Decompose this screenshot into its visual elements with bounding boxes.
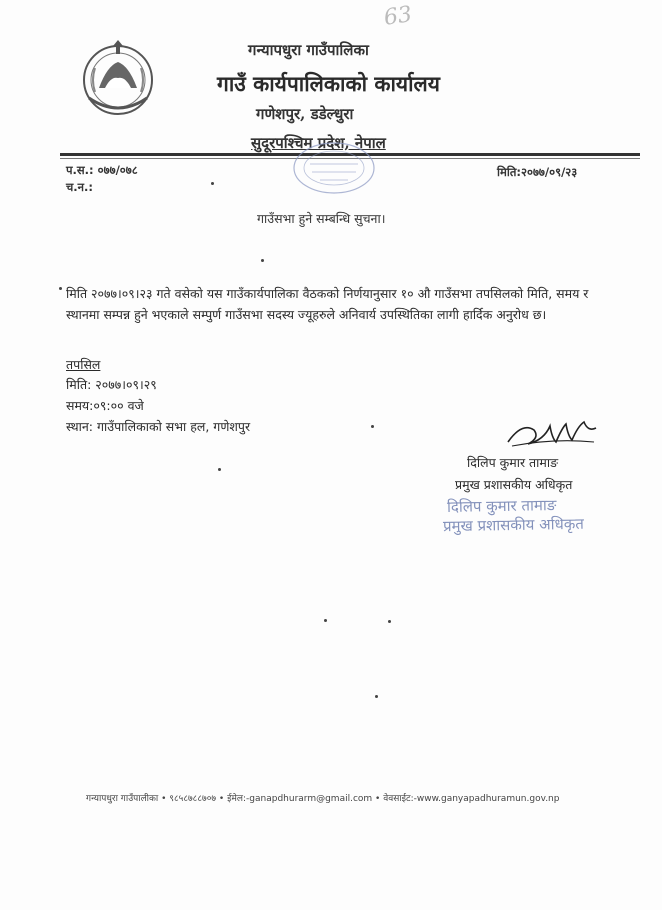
scan-speck [388,620,391,623]
meeting-venue: स्थान: गाउँपालिकाको सभा हल, गणेशपुर [66,419,251,434]
signatory-name: दिलिप कुमार तामाङ [467,455,559,470]
office-name: गाउँ कार्यपालिकाको कार्यालय [217,71,440,96]
signatory-title: प्रमुख प्रशासकीय अधिकृत [455,477,573,492]
scan-speck [59,287,62,290]
stamp-signatory-title: प्रमुख प्रशासकीय अधिकृत [442,514,584,536]
notice-body: मिति २०७७।०९।२३ गते वसेको यस गाउँकार्यपालिका वैठकको निर्णयानुसार १० औ गाउँसभा तपसिलको मिति, समय र स्थानमा सम्पन्न हुने भएकाले सम्पुर्ण गाउँसभा सदस्य ज्यूहरुले अनिवार्य उपस्थितिका लागी हार्दिक अनुरोध छ। [66,286,589,322]
scan-speck [218,468,221,471]
scan-speck [371,425,374,428]
meeting-date: मिति: २०७७।०९।२९ [66,377,157,392]
municipality-name: गन्यापधुरा गाउँपालिका [248,41,369,59]
footer-contact: गन्यापधुरा गाउँपालीका • ९८५८७८८७०७ • ईमेल:-ganapdhurarm@gmail.com • वेवसाईट:-www.ganyapadhuramun.gov.np [86,794,560,804]
province-line: सुदूरपश्चिम प्रदेश, नेपाल [251,134,386,152]
reference-number: प.स.: ०७७/०७८ [66,163,138,177]
details-heading: तपसिल [66,357,101,372]
scan-speck [324,619,327,622]
scan-speck [211,182,214,185]
meeting-time: समय:०९:०० वजे [66,398,144,413]
scan-speck [261,259,264,262]
office-address: गणेशपुर, डडेल्धुरा [256,105,354,123]
nepal-emblem-icon [77,38,159,120]
stamp-signatory-name: दिलिप कुमार तामाङ [446,496,557,516]
letter-date: मिति:२०७७/०९/२३ [497,165,578,179]
dispatch-number: च.न.: [66,180,94,194]
handwritten-number: 63 [382,2,414,31]
scan-speck [375,695,378,698]
notice-subject: गाउँसभा हुने सम्बन्धि सुचना। [257,211,386,226]
handwritten-signature [504,412,600,454]
office-seal-icon [290,140,378,196]
